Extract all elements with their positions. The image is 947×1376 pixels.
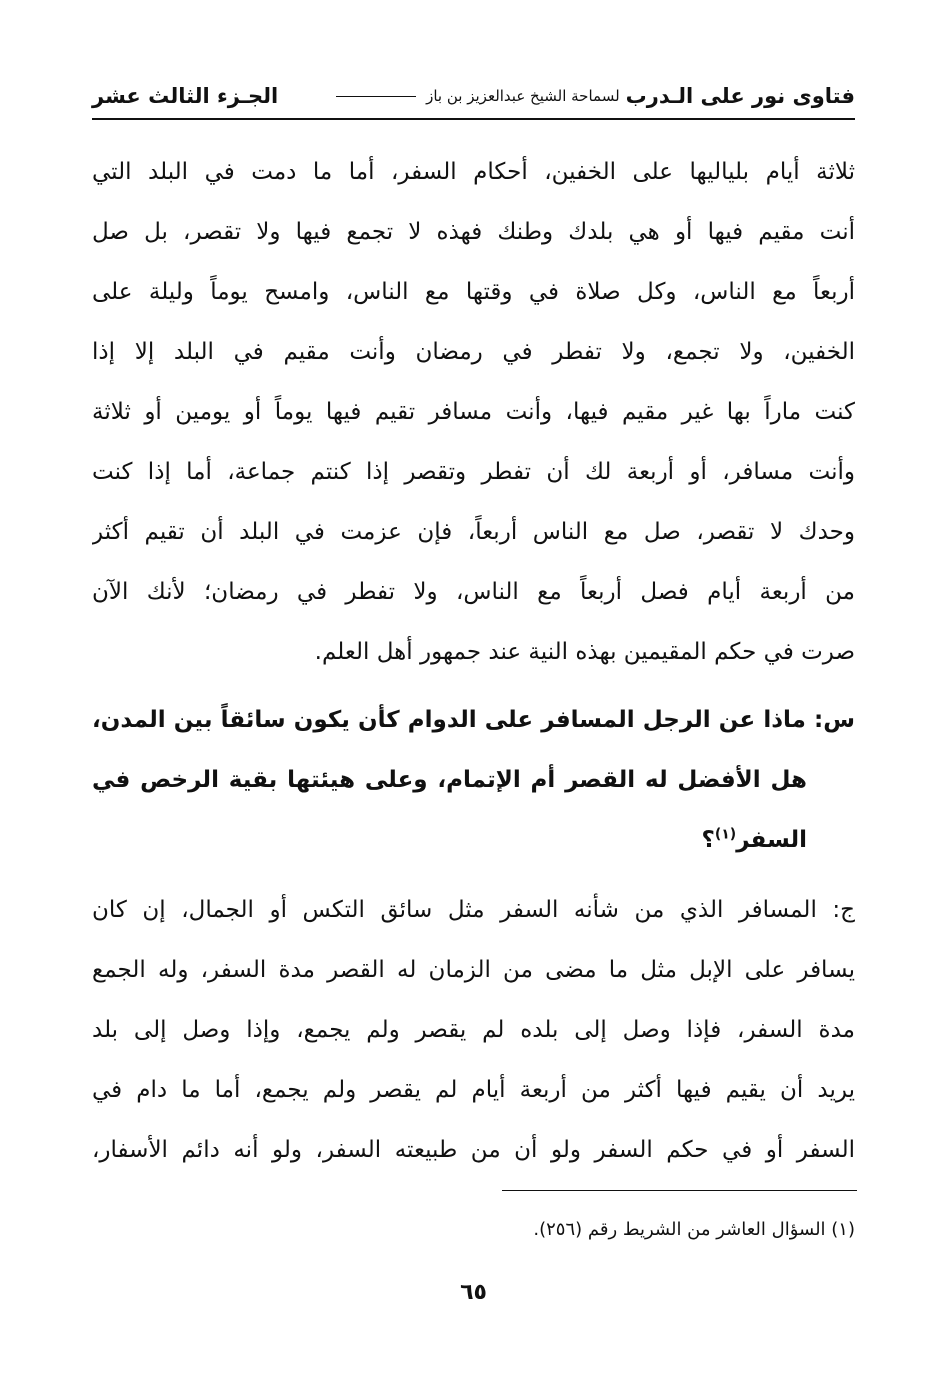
text-line: يريد أن يقيم فيها أكثر من أربعة أيام لم يقصر ولم يجمع، أما ما دام في [92,1077,855,1103]
text-line: كنت ماراً بها غير مقيم فيها، وأنت مسافر تقيم فيها يوماً أو يومين أو ثلاثة [92,399,855,425]
text-line: أربعاً مع الناس، وكل صلاة في وقتها مع الناس، وامسح يوماً وليلة على [92,279,855,305]
footnote-ref: (١) [714,826,737,843]
header-dash [336,96,416,97]
header-title-group [326,84,855,108]
text-line: ثلاثة أيام بلياليها على الخفين، أحكام السفر، أما ما دمت في البلد التي [92,159,855,185]
text-line: السفر أو في حكم السفر ولو أن من طبيعته السفر، ولو أنه دائم الأسفار، [92,1137,855,1163]
question-mark: ؟ [701,827,715,853]
page-number: ٦٥ [460,1280,487,1305]
text-line: صرت في حكم المقيمين بهذه النية عند جمهور أهل العلم. [314,639,855,665]
text-line: وأنت مسافر، أو أربعة لك أن تفطر وتقصر إذا كنتم جماعة، أما إذا كنت [92,459,855,485]
text-line: يسافر على الإبل مثل ما مضى من الزمان له القصر مدة السفر، وله الجمع [92,957,855,983]
text-line: من أربعة أيام فصل أربعاً مع الناس، ولا تفطر في رمضان؛ لأنك الآن [92,579,855,605]
question-line: هل الأفضل له القصر أم الإتمام، وعلى هيئتها بقية الرخص في [92,767,807,793]
question-line: س: ماذا عن الرجل المسافر على الدوام كأن يكون سائقاً بين المدن، [92,707,855,733]
book-title: فتاوى نور على الـدرب [625,84,855,108]
answer-block [92,880,855,1180]
footnote-rule [502,1190,857,1191]
running-header [92,76,855,116]
paragraph-1 [92,142,855,682]
text-line: ج: المسافر الذي من شأنه السفر مثل سائق التكس أو الجمال، إن كان [92,897,855,923]
question-text: السفر [736,827,807,853]
author-name: لسماحة الشيخ عبدالعزيز بن باز [426,87,620,105]
question-block [92,690,855,870]
text-line: مدة السفر، فإذا وصل إلى بلده لم يقصر ولم يجمع، وإذا وصل إلى بلد [92,1017,855,1043]
footnote: (١) السؤال العاشر من الشريط رقم (٢٥٦). [533,1219,855,1240]
header-rule [92,118,855,120]
volume-label: الجـزء الثالث عشر [92,84,279,108]
text-line: الخفين، ولا تجمع، ولا تفطر في رمضان وأنت مقيم في البلد إلا إذا [92,339,855,365]
question-line-last [92,810,855,870]
text-line: أنت مقيم فيها أو هي بلدك وطنك فهذه لا تجمع فيها ولا تقصر، بل صل [92,219,855,245]
text-line: وحدك لا تقصر، صل مع الناس أربعاً، فإن عزمت في البلد أن تقيم أكثر [92,519,855,545]
